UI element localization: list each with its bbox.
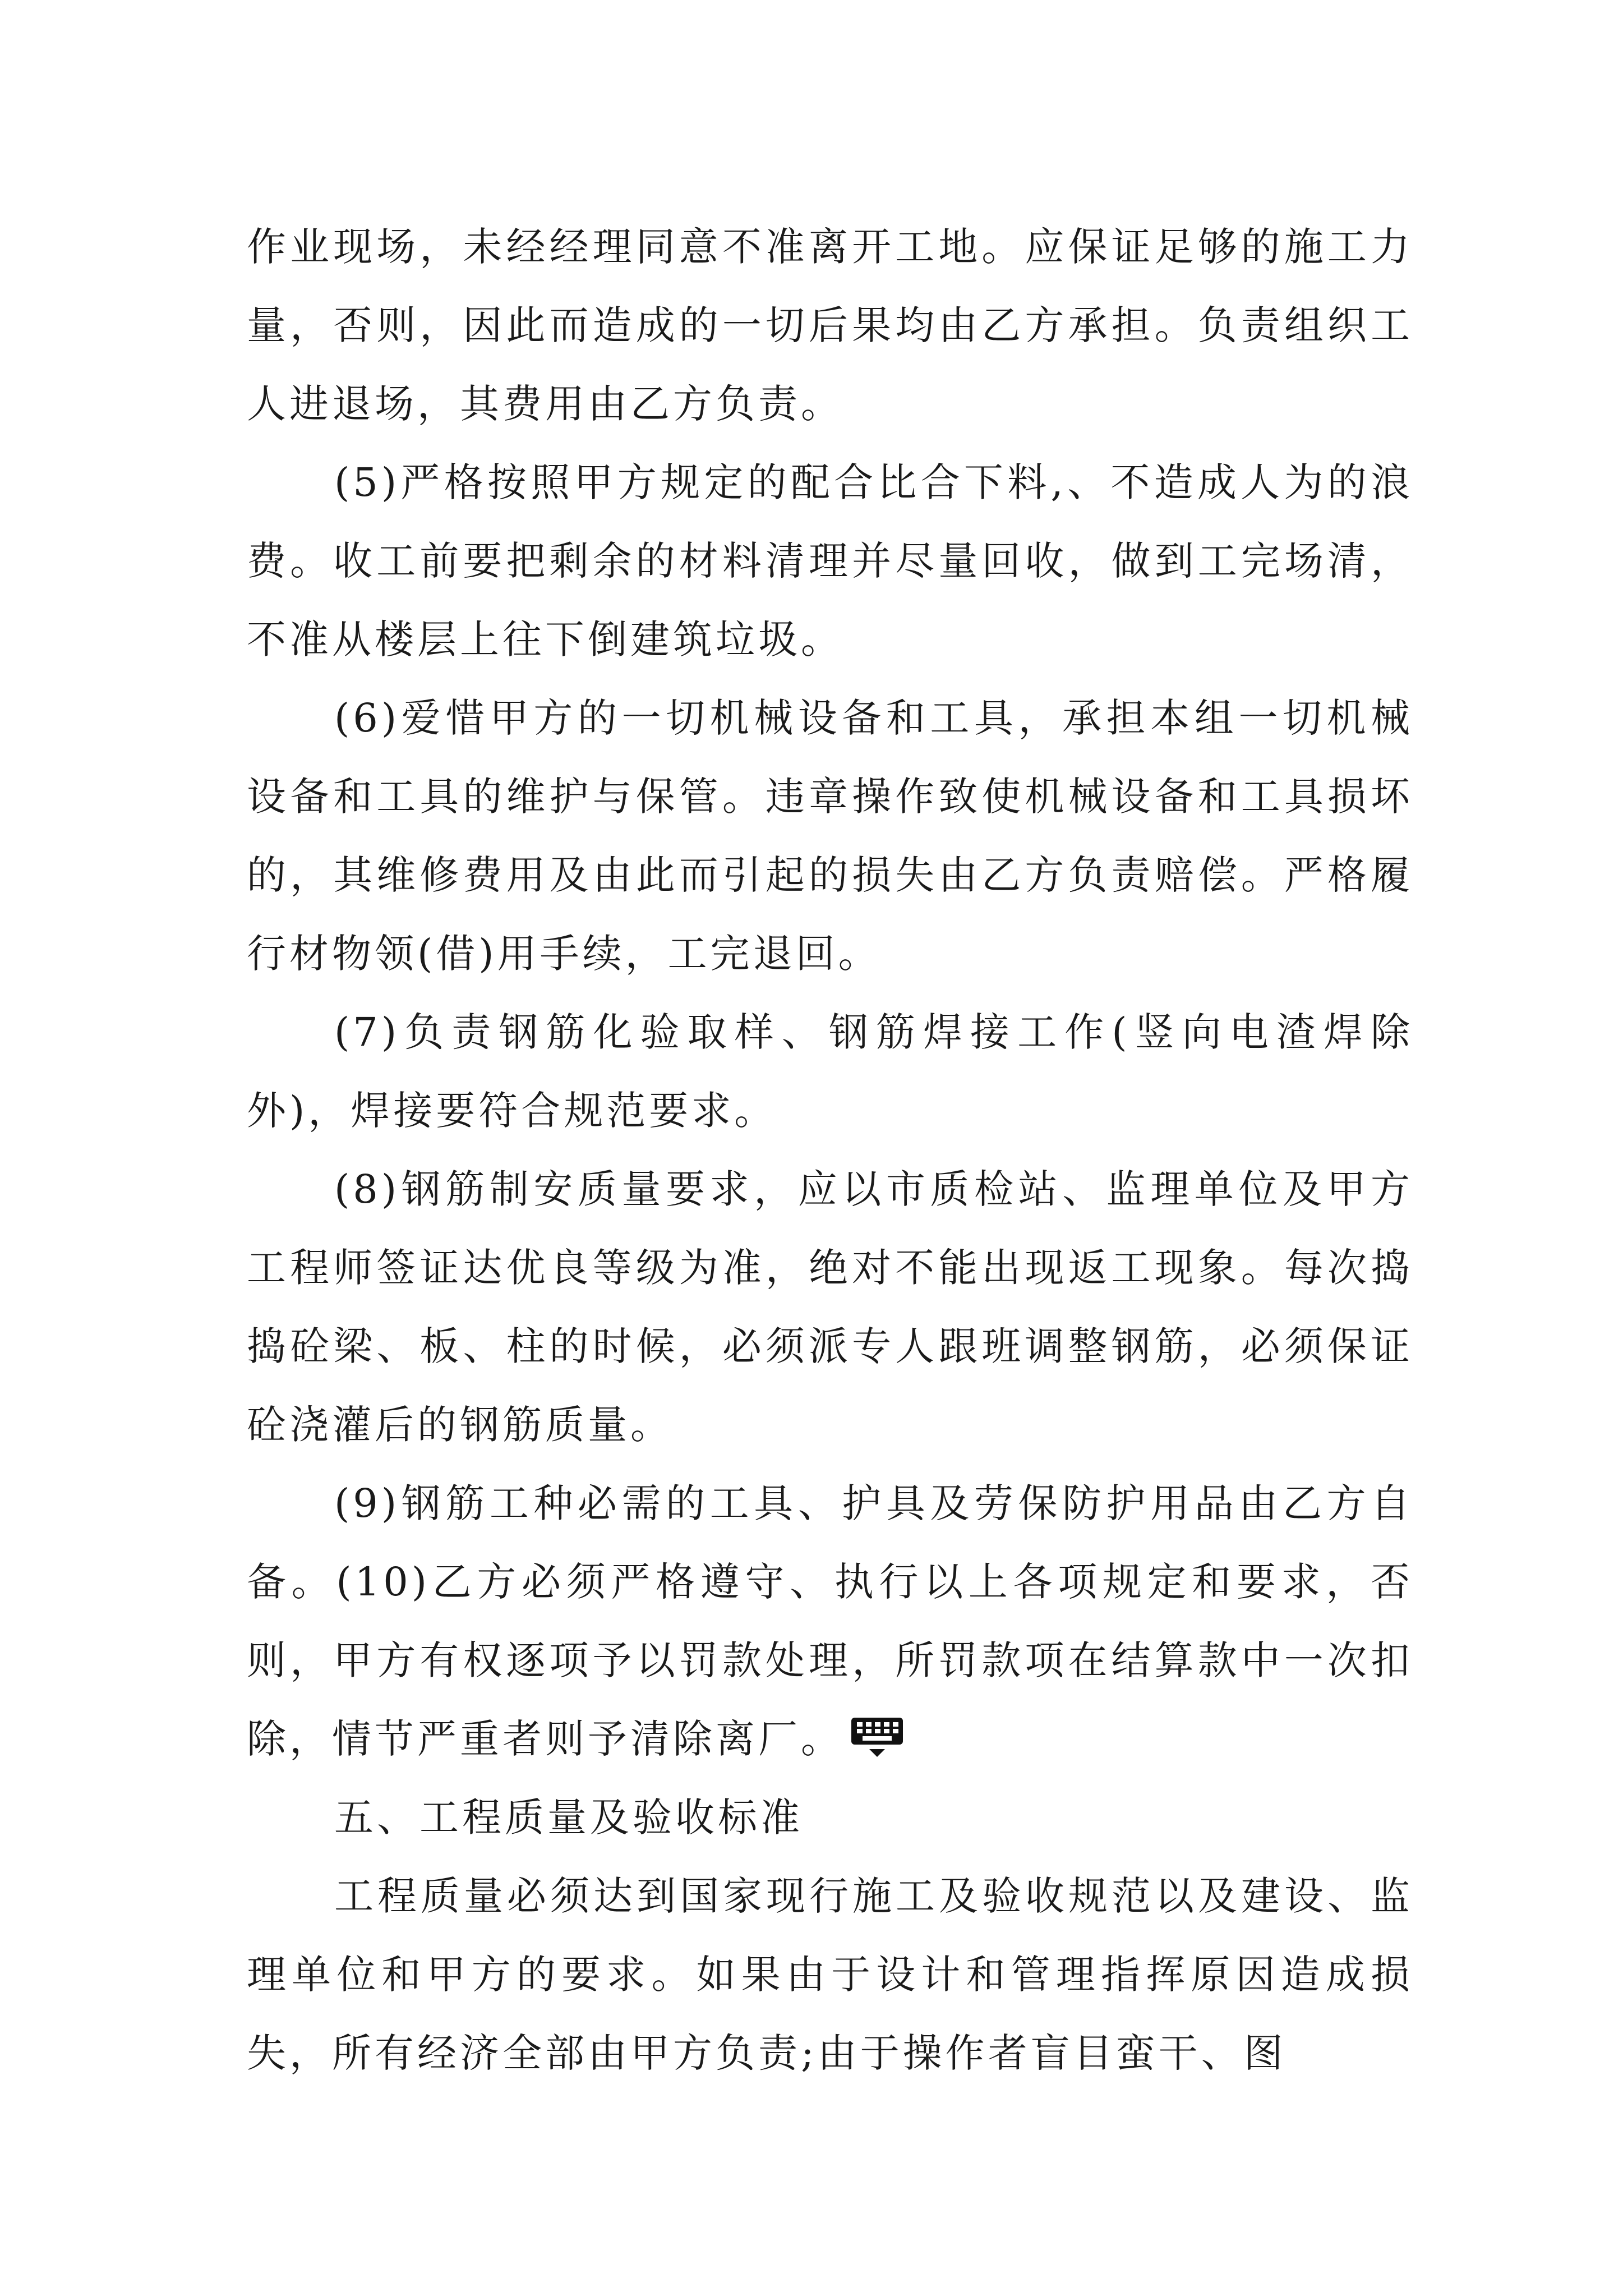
keyboard-icon[interactable] (849, 1717, 907, 1756)
paragraph-5: (8)钢筋制安质量要求，应以市质检站、监理单位及甲方工程师签证达优良等级为准，绝对不能出现返工现象。每次捣捣砼梁、板、柱的时候，必须派专人跟班调整钢筋，必须保证砼浇灌后的钢筋质量。 (247, 1166, 1413, 1448)
paragraph-6-text: (9)钢筋工种必需的工具、护具及劳保防护用品由乙方自备。(10)乙方必须严格遵守、执行以上各项规定和要求，否则，甲方有权逐项予以罚款处理，所罚款项在结算款中一次扣除，情节严重者则予清除离厂。 (247, 1480, 1413, 1762)
paragraph-1: 作业现场，未经经理同意不准离开工地。应保证足够的施工力量，否则，因此而造成的一切后果均由乙方承担。负责组织工人进退场，其费用由乙方负责。 (247, 224, 1413, 427)
paragraph-2: (5)严格按照甲方规定的配合比合下料,、不造成人为的浪费。收工前要把剩余的材料清理并尽量回收，做到工完场清，不准从楼层上往下倒建筑垃圾。 (247, 459, 1413, 662)
paragraph-8: 工程质量必须达到国家现行施工及验收规范以及建设、监理单位和甲方的要求。如果由于设计和管理指挥原因造成损失，所有经济全部由甲方负责;由于操作者盲目蛮干、图 (247, 1873, 1413, 2076)
document-body (247, 208, 1413, 2092)
section-heading: 五、工程质量及验收标准 (334, 1795, 803, 1841)
paragraph-4: (7)负责钢筋化验取样、钢筋焊接工作(竖向电渣焊除外)，焊接要符合规范要求。 (247, 1009, 1413, 1134)
paragraph-6 (247, 1464, 1413, 1778)
paragraph-3: (6)爱惜甲方的一切机械设备和工具，承担本组一切机械设备和工具的维护与保管。违章操作致使机械设备和工具损坏的，其维修费用及由此而引起的损失由乙方负责赔偿。严格履行材物领(借)用手续，工完退回。 (247, 695, 1413, 977)
